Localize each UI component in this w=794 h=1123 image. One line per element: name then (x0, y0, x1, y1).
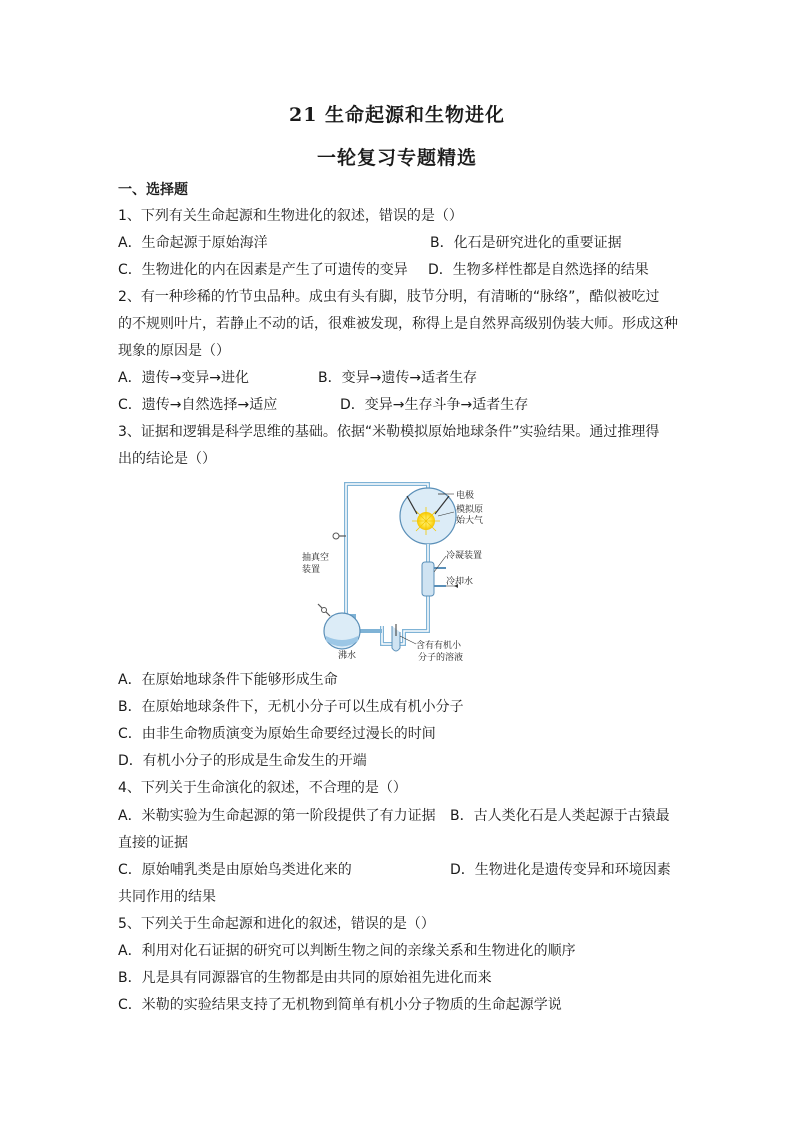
document-subtitle: 一轮复习专题精选 (316, 147, 477, 169)
q4-option-c: C．原始哺乳类是由原始鸟类进化来的 (118, 862, 352, 878)
q2-option-b: B．变异→遗传→适者生存 (318, 370, 478, 386)
label-solution-2: 分子的溶液 (418, 653, 464, 663)
q1-option-a: A．生命起源于原始海洋 (118, 235, 268, 251)
q4-option-b-line2: 直接的证据 (118, 835, 188, 851)
right-tube (382, 544, 428, 644)
label-boiling-water: 沸水 (338, 651, 357, 661)
label-atmosphere-2: 始大气 (456, 516, 484, 526)
q1-option-d: D．生物多样性都是自然选择的结果 (428, 262, 649, 278)
q4-option-b-line1: B．古人类化石是人类起源于古猿最 (450, 808, 670, 824)
label-cooling-water: 冷却水 (446, 577, 474, 587)
vacuum-valve-icon (333, 533, 339, 539)
q2-stem-line3: 现象的原因是（） (118, 343, 230, 359)
q4-stem: 4、下列关于生命演化的叙述，不合理的是（） (118, 780, 407, 796)
label-atmosphere-1: 模拟原 (456, 505, 484, 515)
q1-stem: 1、下列有关生命起源和生物进化的叙述，错误的是（） (118, 208, 463, 224)
q2-option-c: C．遗传→自然选择→适应 (118, 397, 278, 413)
q4-option-d-line2: 共同作用的结果 (118, 889, 216, 905)
label-vacuum-1: 抽真空 (302, 553, 330, 563)
q1-option-b: B．化石是研究进化的重要证据 (430, 235, 622, 251)
label-electrode: 电极 (456, 491, 475, 501)
document-title: 21 生命起源和生物进化 (288, 104, 506, 126)
q3-option-a: A．在原始地球条件下能够形成生命 (118, 672, 338, 688)
q2-option-a: A．遗传→变异→进化 (118, 370, 250, 386)
q3-stem-line1: 3、证据和逻辑是科学思维的基础。依据“米勒模拟原始地球条件”实验结果。通过推理得 (118, 424, 660, 440)
q4-option-d-line1: D．生物进化是遗传变异和环境因素 (450, 862, 671, 878)
q2-option-d: D．变异→生存斗争→适者生存 (340, 397, 529, 413)
section-heading: 一、选择题 (118, 182, 188, 198)
q3-option-c: C．由非生命物质演变为原始生命要经过漫长的时间 (118, 726, 436, 742)
label-condenser: 冷凝装置 (446, 551, 483, 561)
label-solution-1: 含有有机小 (416, 641, 462, 651)
q3-stem-line2: 出的结论是（） (118, 451, 216, 467)
q1-option-c: C．生物进化的内在因素是产生了可遗传的变异 (118, 262, 408, 278)
q5-option-c: C．米勒的实验结果支持了无机物到简单有机小分子物质的生命起源学说 (118, 997, 562, 1013)
q5-stem: 5、下列关于生命起源和进化的叙述，错误的是（） (118, 916, 435, 932)
q5-option-a: A．利用对化石证据的研究可以判断生物之间的亲缘关系和生物进化的顺序 (118, 943, 576, 959)
q3-option-b: B．在原始地球条件下，无机小分子可以生成有机小分子 (118, 699, 464, 715)
miller-experiment-diagram (296, 476, 496, 666)
q3-option-d: D．有机小分子的形成是生命发生的开端 (118, 753, 367, 769)
label-vacuum-2: 装置 (302, 565, 321, 575)
condenser (422, 562, 434, 596)
q4-option-a: A．米勒实验为生命起源的第一阶段提供了有力证据 (118, 808, 436, 824)
q5-option-b: B．凡是具有同源器官的生物都是由共同的原始祖先进化而来 (118, 970, 492, 986)
q2-stem-line1: 2、有一种珍稀的竹节虫品种。成虫有头有脚，肢节分明，有清晰的“脉络”，酷似被吃过 (118, 289, 660, 305)
q2-stem-line2: 的不规则叶片，若静止不动的话，很难被发现，称得上是自然界高级别伪装大师。形成这种 (118, 316, 678, 332)
